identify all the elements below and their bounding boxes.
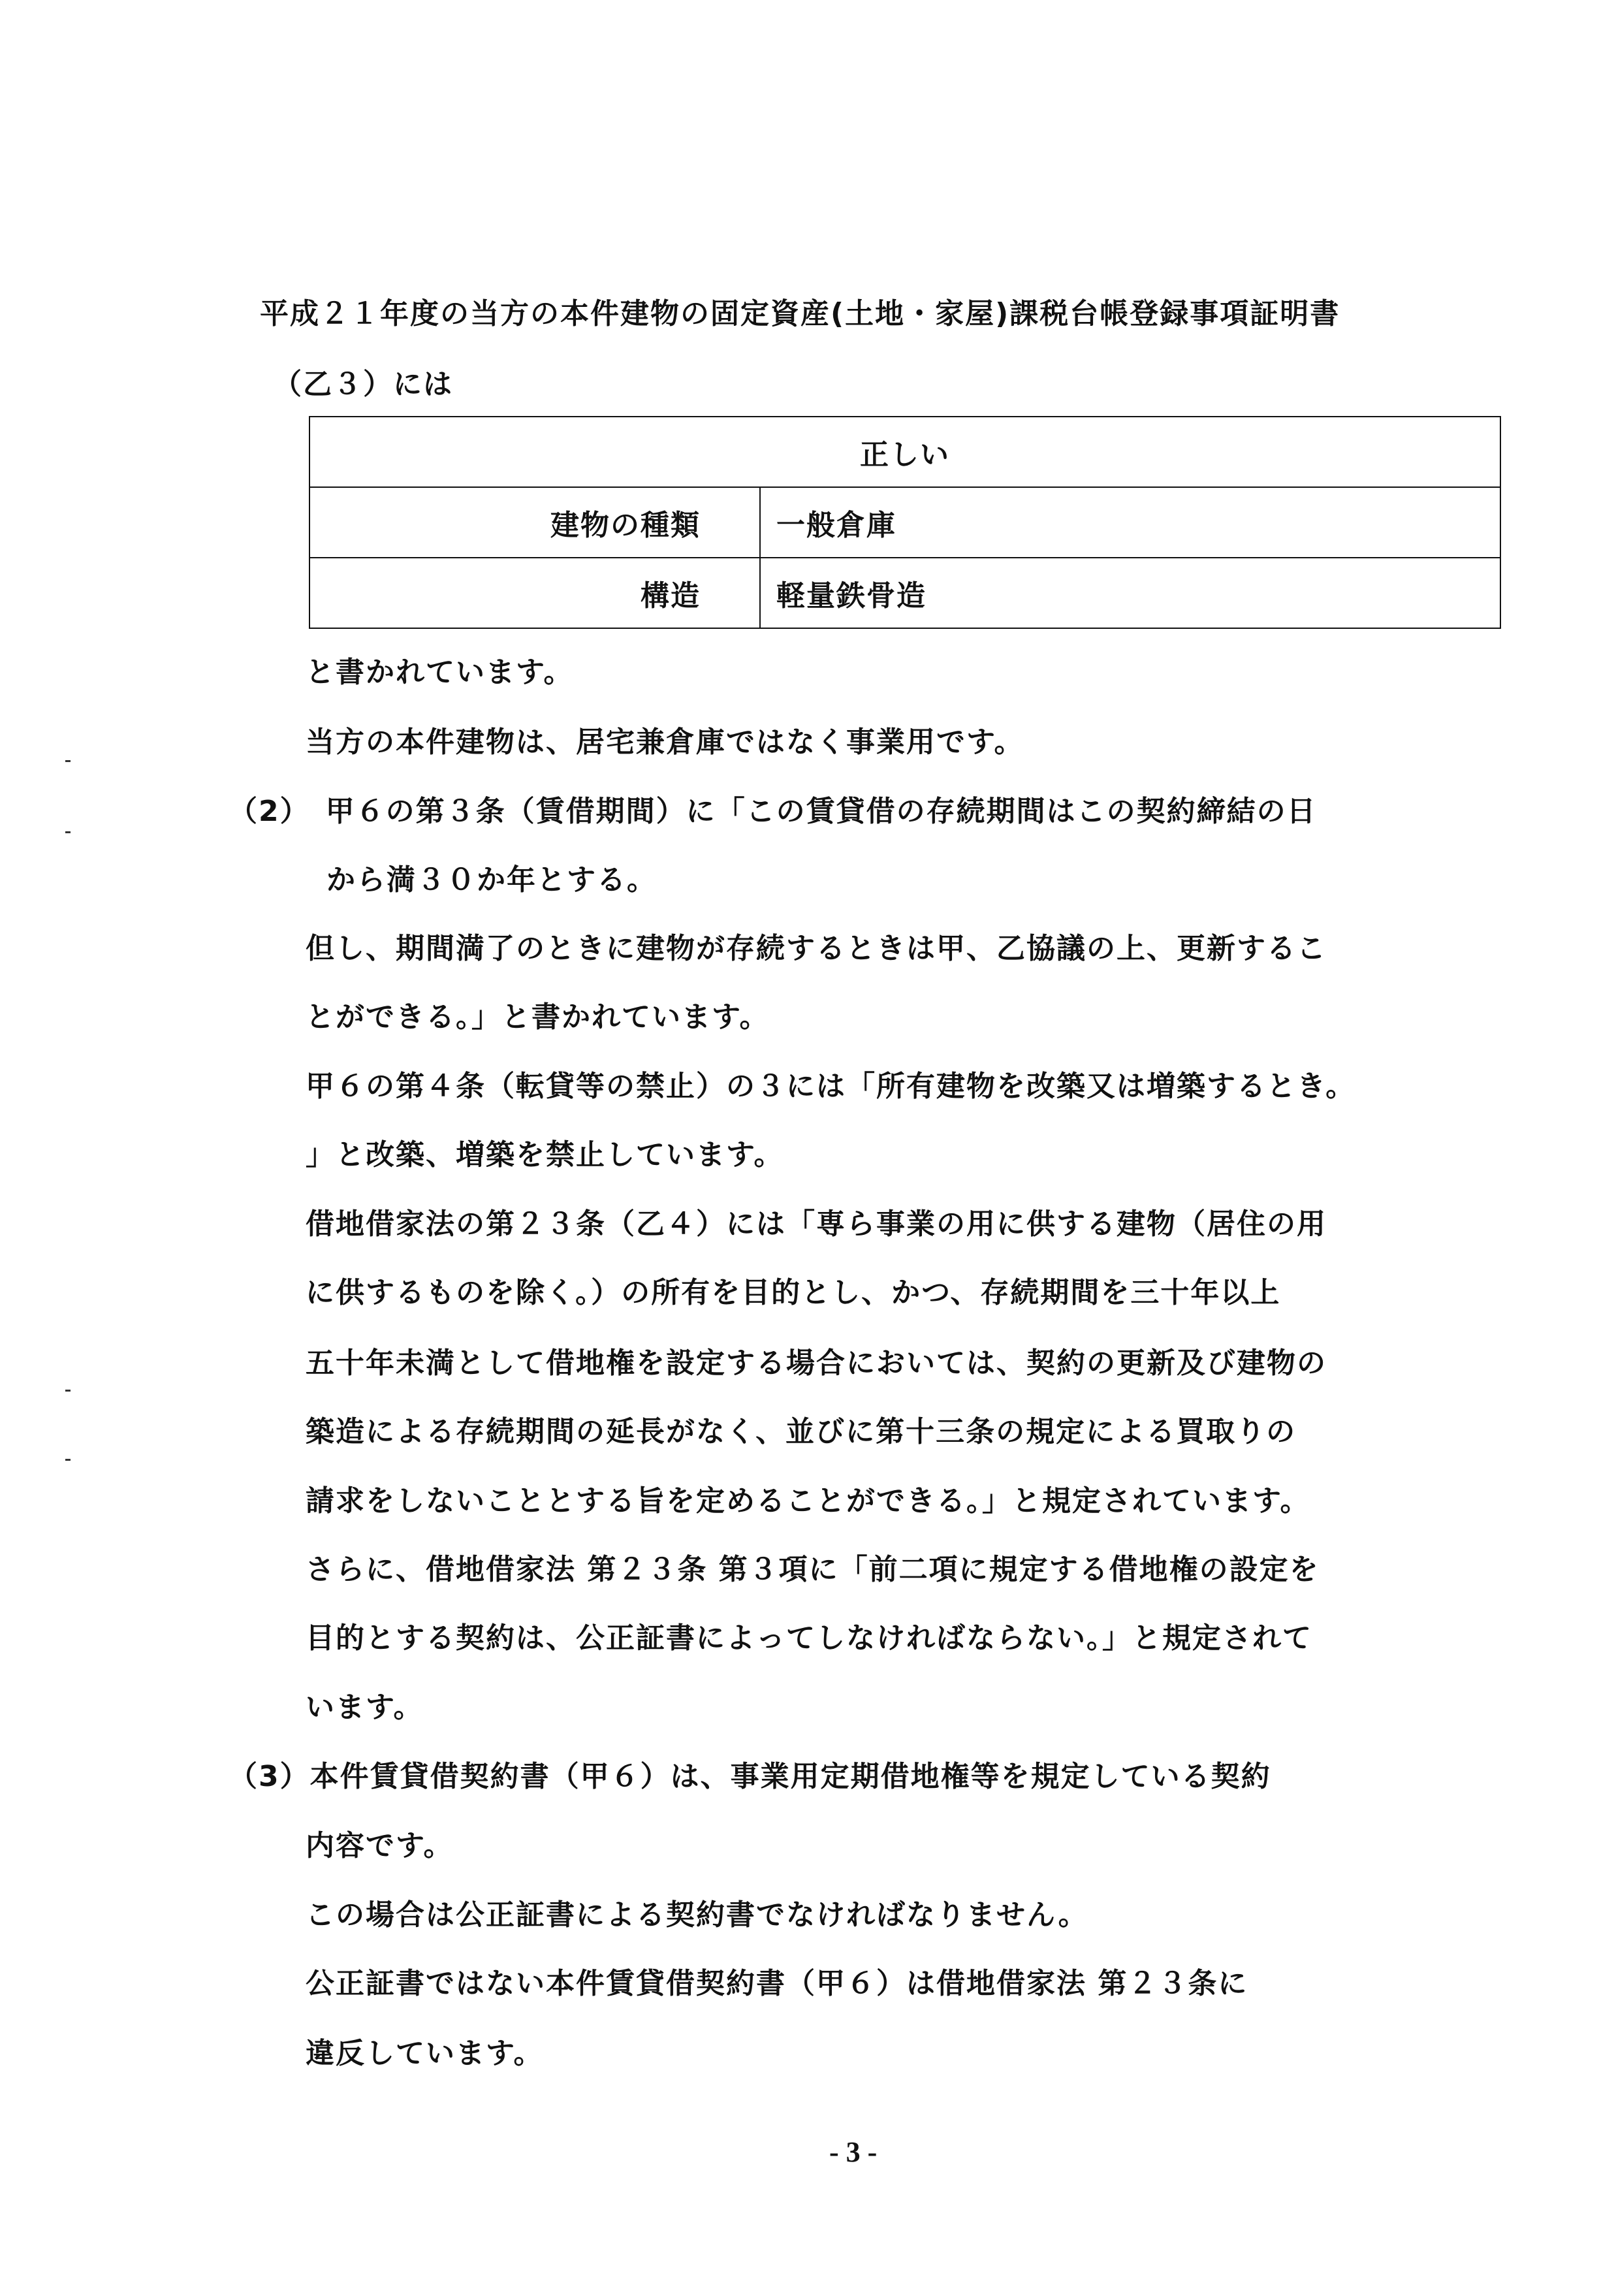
section3-line-4: 公正証書ではない本件賃貸借契約書（甲６）は借地借家法 第２３条に	[306, 1967, 1248, 2000]
margin-mark	[65, 760, 71, 762]
table-row	[309, 558, 1500, 628]
section2-line-6: 」と改築、増築を禁止しています。	[306, 1138, 784, 1172]
table-header-row	[309, 417, 1500, 487]
section2-line-5: 甲６の第４条（転貸等の禁止）の３には「所有建物を改築又は増築するとき。	[306, 1070, 1356, 1103]
section3-line-5: 違反しています。	[306, 2037, 544, 2070]
section2-line-1: （2） 甲６の第３条（賃借期間）に「この賃貸借の存続期間はこの契約締結の日	[229, 795, 1317, 828]
section2-line-4: とができる。」と書かれています。	[306, 1000, 770, 1034]
margin-mark	[65, 831, 71, 833]
section2-line-14: います。	[306, 1691, 424, 1724]
section2-line-2: から満３０か年とする。	[326, 863, 657, 897]
table-row-label: 建物の種類	[309, 487, 760, 558]
after-table-line-1: と書かれています。	[306, 656, 574, 689]
table-row-value: 一般倉庫	[760, 487, 1500, 558]
section3-line-3: この場合は公正証書による契約書でなければなりません。	[306, 1898, 1088, 1932]
section2-line-10: 築造による存続期間の延長がなく、並びに第十三条の規定による買取りの	[306, 1415, 1297, 1448]
intro-line-2: （乙３）には	[273, 368, 453, 401]
section2-line-11: 請求をしないこととする旨を定めることができる。」と規定されています。	[306, 1484, 1310, 1518]
section2-line-9: 五十年未満として借地権を設定する場合においては、契約の更新及び建物の	[306, 1347, 1327, 1380]
section3-line-2: 内容です。	[306, 1829, 454, 1862]
section2-line-13: 目的とする契約は、公正証書によってしなければならない。」と規定されて	[306, 1621, 1312, 1655]
section2-line-3: 但し、期間満了のときに建物が存続するときは甲、乙協議の上、更新するこ	[306, 932, 1327, 965]
table-row	[309, 487, 1500, 558]
margin-mark	[65, 1390, 71, 1392]
table-header: 正しい	[309, 417, 1500, 487]
table-row-value: 軽量鉄骨造	[760, 558, 1500, 628]
margin-mark	[65, 1459, 71, 1461]
table-row-label: 構造	[309, 558, 760, 628]
section2-line-8: に供するものを除く。）の所有を目的とし、かつ、存続期間を三十年以上	[306, 1276, 1281, 1309]
after-table-line-2: 当方の本件建物は、居宅兼倉庫ではなく事業用です。	[306, 725, 1024, 759]
page-number: - 3 -	[829, 2136, 878, 2168]
intro-line-1: 平成２１年度の当方の本件建物の固定資産(土地・家屋)課税台帳登録事項証明書	[260, 297, 1340, 330]
section3-line-1: （3）本件賃貸借契約書（甲６）は、事業用定期借地権等を規定している契約	[229, 1760, 1271, 1793]
section2-line-7: 借地借家法の第２３条（乙４）には「専ら事業の用に供する建物（居住の用	[306, 1207, 1327, 1241]
section2-line-12: さらに、借地借家法 第２３条 第３項に「前二項に規定する借地権の設定を	[306, 1553, 1320, 1586]
info-table	[309, 416, 1501, 629]
